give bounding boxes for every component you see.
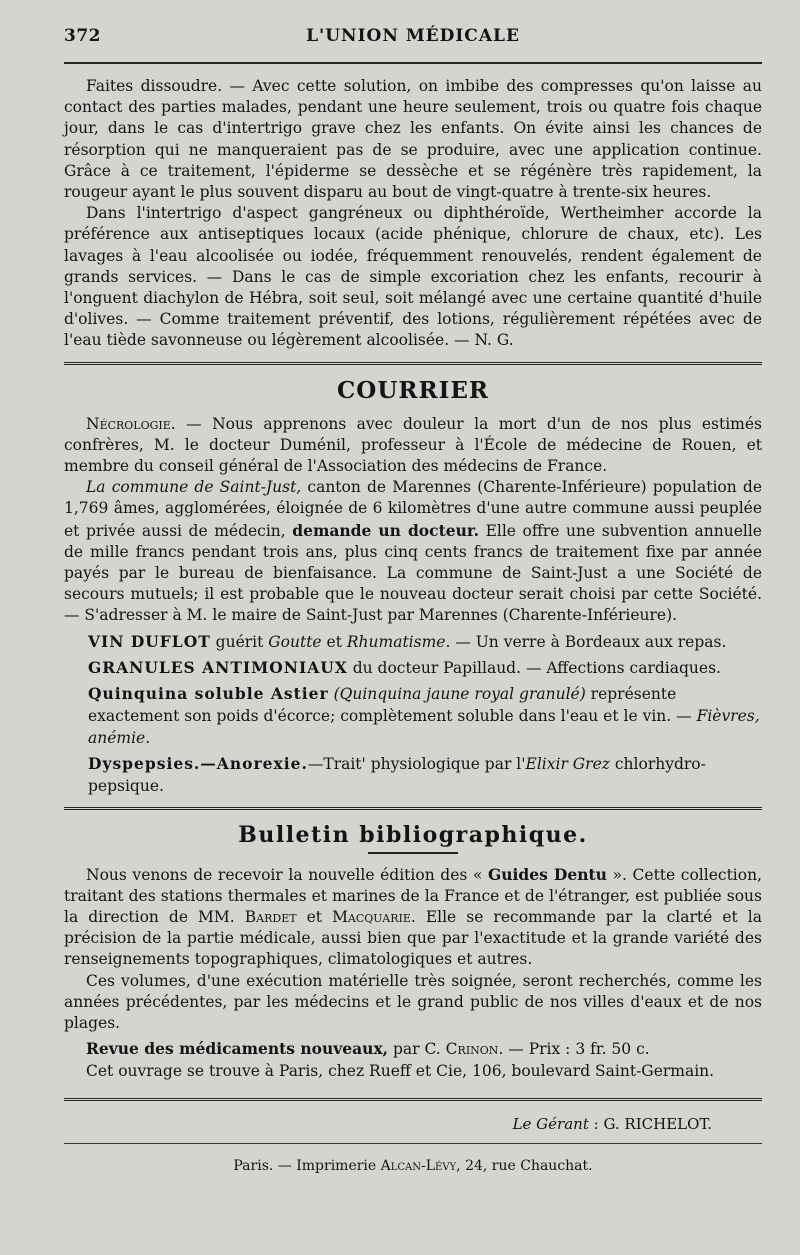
continuation-paragraph-1: Faites dissoudre. — Avec cette solution, on imbibe des compresses qu'on laisse au contact des parties malades, pendant une heure seulement, trois ou quatre fois chaque jour, dans le cas d'intertrigo grave chez les enfants. On évite ainsi les chances de résorption qui ne manqueraient pas de se produire, avec une application continue. Grâce à ce traitement, l'épiderme se dessèche et se régénère très rapidement, la rougeur ayant le plus souvent disparu au bout de vingt-quatre à trente-six heures. (64, 77, 762, 202)
advert-text: — Un verre à Bordeaux aux repas. (450, 632, 727, 651)
bulletin-text: . Elle se recommande par la clarté et la précision de la partie médicale, aussi bien que par l'exactitude et la grande variété des renseignements topographiques, climatologiques et autres. (64, 908, 762, 969)
advert-text: —Trait' physiologique par l' (307, 754, 526, 773)
gerant-label: Le Gérant (512, 1114, 589, 1133)
necrology-label: Nécrologie. (86, 414, 176, 433)
advert-italic: Elixir Grez (525, 754, 610, 773)
imprint-text: , 24, rue Chauchat. (456, 1157, 593, 1174)
advert-brand: VIN DUFLOT (88, 631, 211, 651)
footer-divider (64, 1098, 762, 1101)
bulletin-text: ». Cette collection, traitant des stations thermales et marines de la France et de l'étranger, est publiée sous la direction de MM. (64, 865, 763, 927)
journal-title: L'UNION MÉDICALE (306, 26, 520, 46)
bulletin-paragraph-1 (64, 864, 762, 971)
advert-text: du docteur Papillaud. — Affections cardiaques. (347, 658, 721, 677)
gerant-name: : G. RICHELOT. (588, 1114, 712, 1133)
bulletin-bold: Guides Dentu (488, 864, 607, 884)
advert-quinquina (64, 683, 762, 749)
advert-text: représente exactement son poids d'écorce; complètement soluble dans l'eau et le vin. — (88, 684, 697, 725)
advert-brand: Dyspepsies.—Anorexie. (88, 753, 308, 773)
necrology-text: — Nous apprenons avec douleur la mort d'un de nos plus estimés confrères, M. le docteur Duménil, professeur à l'École de médecine de Rouen, et membre du conseil général de l'Association des médecins de France. (64, 414, 762, 476)
bulletin-name: Bardet (244, 908, 297, 927)
advert-italic: Rhumatisme. (346, 632, 451, 651)
commune-paragraph (64, 477, 762, 626)
revue-author: Crinon (445, 1040, 499, 1059)
gerant-line (64, 1115, 712, 1133)
bulletin-title: Bulletin bibliographique. (238, 821, 588, 848)
courrier-title: COURRIER (336, 376, 490, 404)
bulletin-paragraph-2: Ces volumes, d'une exécution matérielle très soignée, seront recherchés, comme les années précédentes, par les médecins et le grand public de nos villes d'eaux et de nos plages. (64, 971, 762, 1033)
bulletin-name: Macquarie (332, 908, 411, 927)
section-divider (64, 807, 762, 810)
bulletin-text: Nous venons de recevoir la nouvelle édition des « (86, 865, 489, 884)
commune-request: demande un docteur. (292, 520, 480, 540)
commune-name: La commune de Saint-Just, (86, 478, 302, 497)
advert-italic: Fièvres, anémie. (88, 706, 760, 747)
revue-title: Revue des médicaments nouveaux, (86, 1039, 389, 1059)
revue-text: par C. (388, 1040, 446, 1059)
commune-text-1: canton de Marennes (Charente-Inférieure) population de 1,769 âmes, agglomérées, éloignée de 6 kilomètres d'une autre commune aussi peuplée et privée aussi de médecin, (64, 478, 762, 540)
advert-text: guérit (210, 632, 269, 651)
continuation-paragraph-2: Dans l'intertrigo d'aspect gangréneux ou diphthéroïde, Wertheimher accorde la préférence aux antiseptiques locaux (acide phénique, chlorure de chaux, etc). Les lavages à l'eau alcoolisée ou iodée, fréquemment renouvelés, rendent également de grands services. — Dans le cas de simple excoriation chez les enfants, recourir à l'onguent diachylon de Hébra, soit seul, soit mélangé avec une certaine quantité d'huile d'olives. — Comme traitement préventif, des lotions, régulièrement répétées avec de l'eau tiède savonneuse ou légèrement alcoolisée. — N. G. (64, 204, 762, 350)
bulletin-text: et (296, 908, 333, 927)
page-number: 372 (64, 26, 101, 46)
advert-vin-duflot (64, 631, 762, 653)
imprint-printer: Alcan-Lévy (380, 1157, 457, 1174)
advert-italic: (Quinquina jaune royal granulé) (333, 684, 586, 703)
advert-brand: Quinquina soluble Astier (88, 683, 329, 703)
running-head (64, 26, 762, 56)
imprint-line (64, 1158, 762, 1174)
advert-italic: Goutte (268, 632, 322, 651)
imprint-text: Paris. — Imprimerie (233, 1157, 381, 1174)
title-underline (368, 852, 458, 854)
revue-line (64, 1038, 762, 1060)
advert-text: et (321, 632, 347, 651)
commune-text-2: Elle offre une subvention annuelle de mille francs pendant trois ans, plus cinq cents francs de traitement fixe par année payés par le bureau de bienfaisance. La commune de Saint-Just a une Société de secours mutuels; il est probable que le nouveau docteur serait choisi par cette Société. — S'adresser à M. le maire de Saint-Just par Marennes (Charente-Inférieure). (64, 521, 762, 625)
advert-text: chlorhydro-pepsique. (88, 754, 706, 795)
advert-brand: GRANULES ANTIMONIAUX (88, 657, 348, 677)
necrology-paragraph (64, 414, 762, 478)
footer-rule (64, 1143, 762, 1144)
section-divider (64, 362, 762, 365)
advert-granules (64, 657, 762, 679)
revue-text: . — Prix : 3 fr. 50 c. (498, 1040, 650, 1059)
advert-dyspepsies (64, 753, 762, 797)
revue-address: Cet ouvrage se trouve à Paris, chez Rueff et Cie, 106, boulevard Saint-Germain. (86, 1061, 715, 1080)
